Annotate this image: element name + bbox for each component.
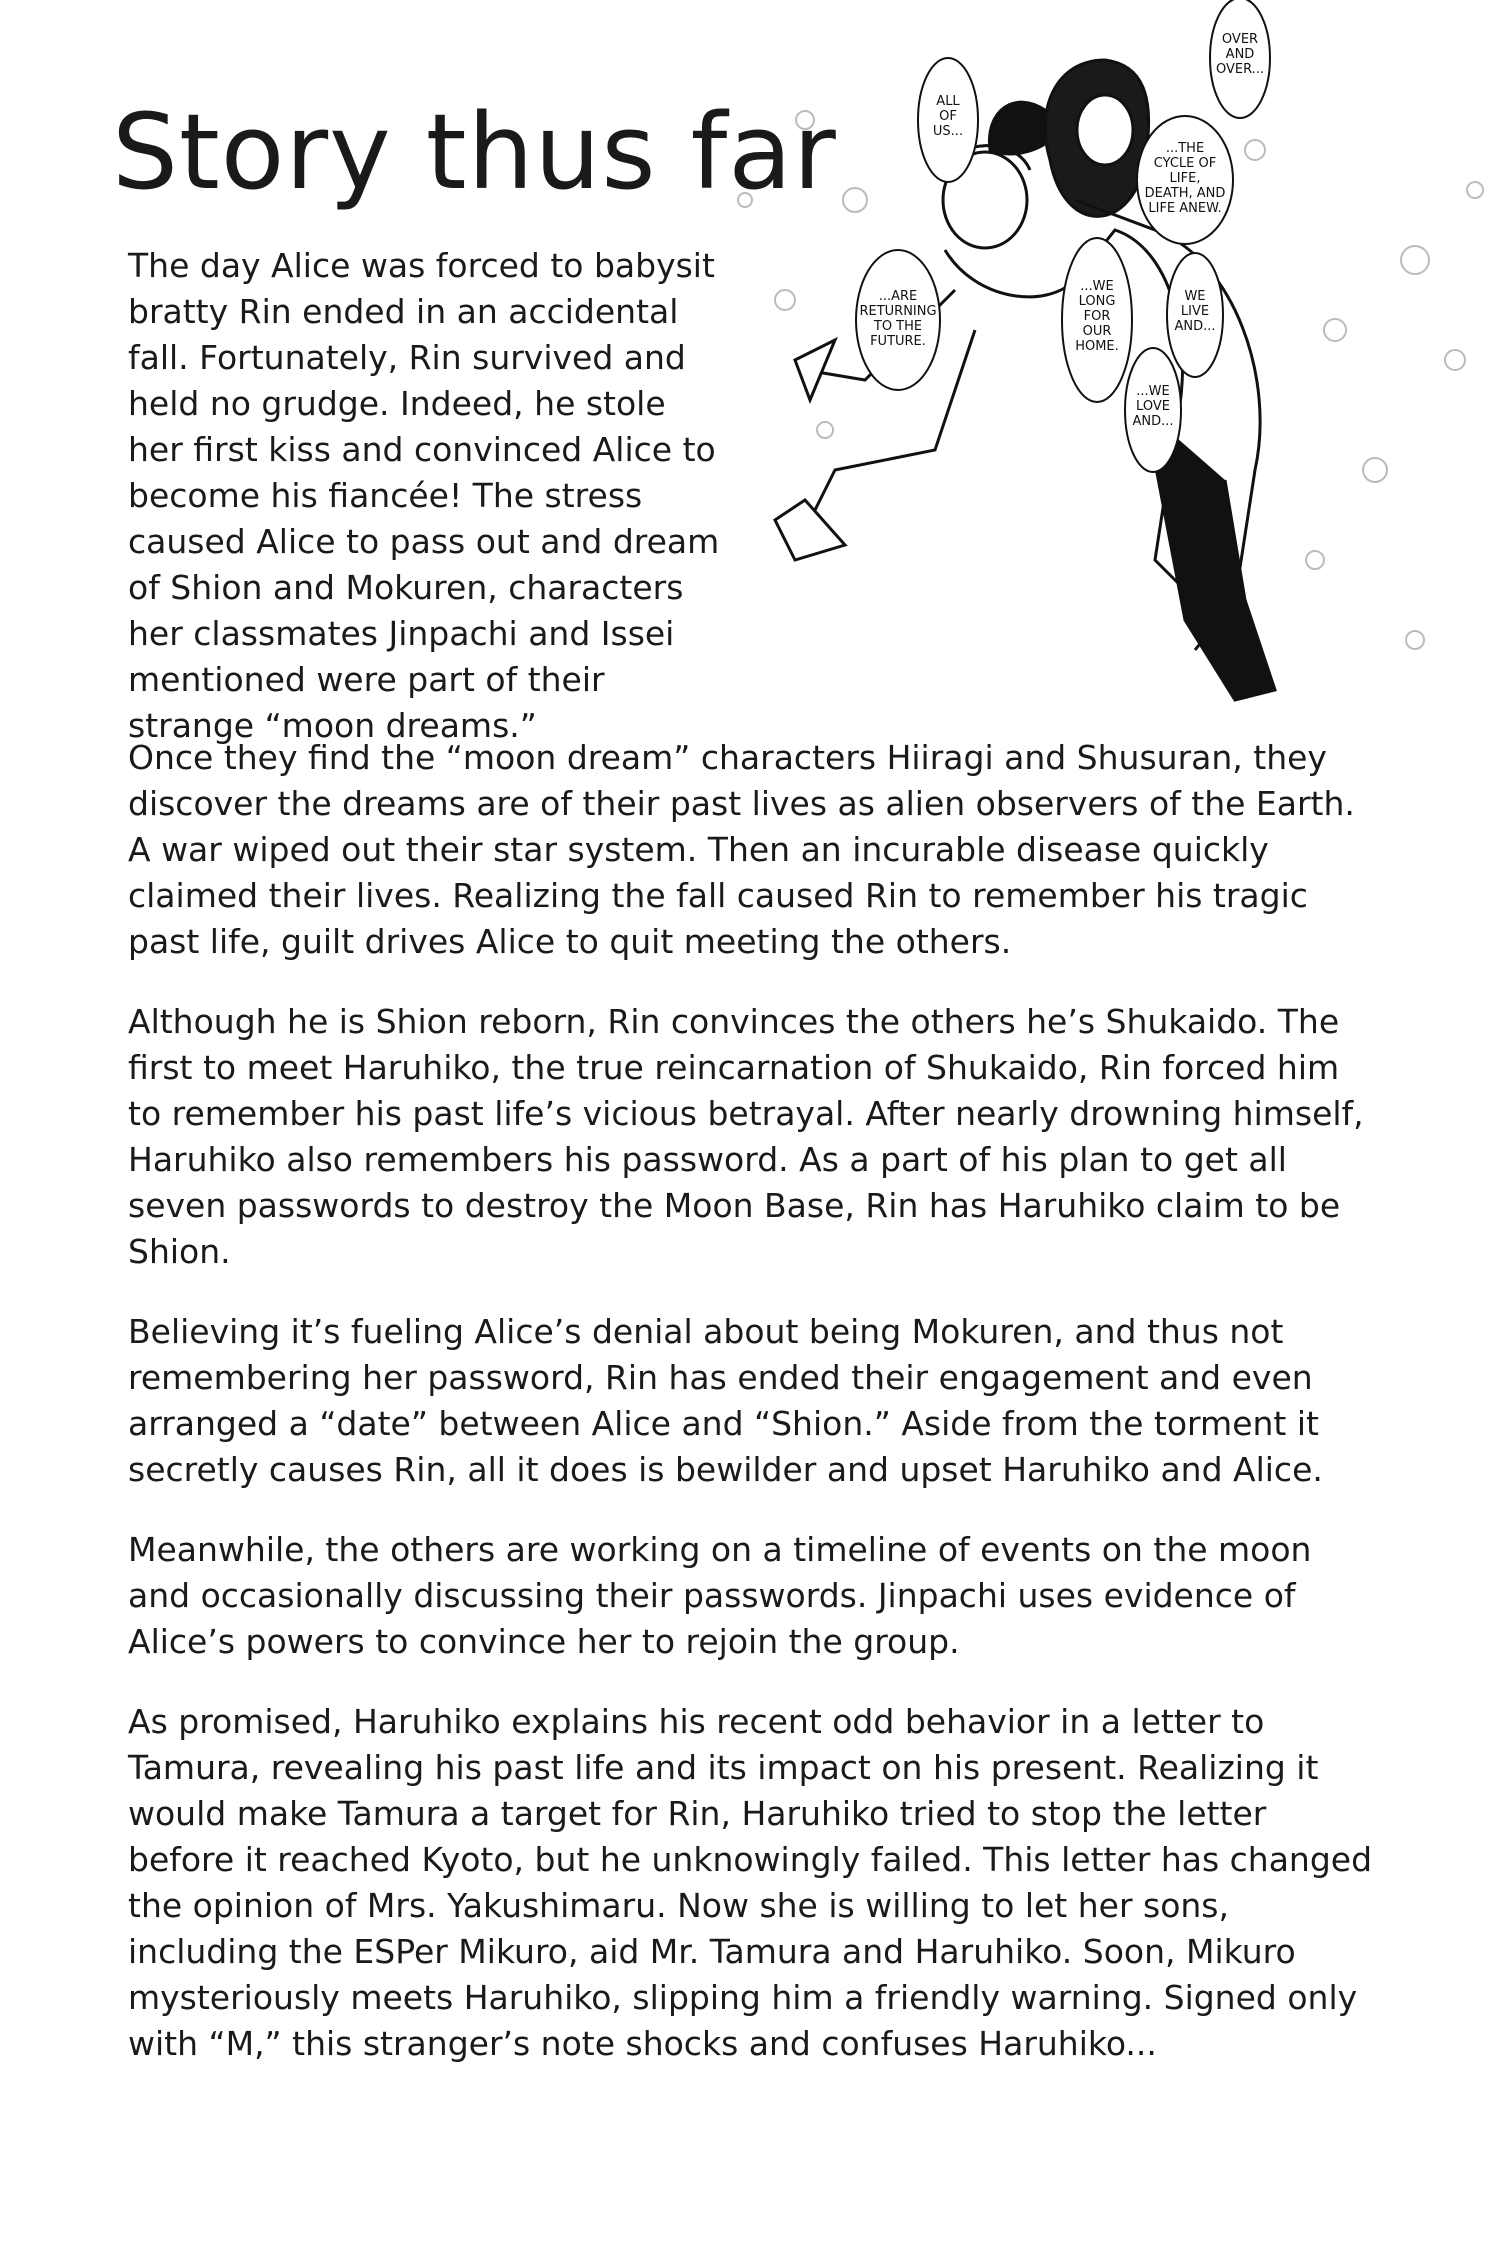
story-paragraph: Once they find the “moon dream” characters Hiiragi and Shusuran, they discover the dreams are of their past lives as alien observers of the Earth. A war wiped out their star system. Then an incurable disease quickly claimed their lives. Realizing the fall caused Rin to remember his tragic past life, guilt drives Alice to quit meeting the others. (128, 738, 1355, 961)
story-body (128, 735, 1378, 2101)
story-paragraph: Believing it’s fueling Alice’s denial about being Mokuren, and thus not remembering her password, Rin has ended their engagement and even arranged a “date” between Alice and “Shion.” Aside from the torment it secretly causes Rin, all it does is bewilder and upset Haruhiko and Alice. (128, 1312, 1323, 1489)
svg-text:...ARERETURNINGTO THEFUTURE.: ...ARE RETURNING TO THE FUTURE. (859, 289, 937, 349)
svg-text:...THECYCLE OFLIFE,DEATH, ANDL: ...THE CYCLE OF LIFE, DEATH, AND LIFE ANEW. (1144, 141, 1226, 216)
story-paragraph: Meanwhile, the others are working on a timeline of events on the moon and occasionally discussing their passwords. Jinpachi uses evidence of Alice’s powers to convince her to rejoin the group. (128, 1530, 1312, 1661)
story-paragraph: Although he is Shion reborn, Rin convinces the others he’s Shukaido. The first to meet Haruhiko, the true reincarnation of Shukaido, Rin forced him to remember his past life’s vicious betrayal. After nearly drowning himself, Haruhiko also remembers his password. As a part of his plan to get all seven passwords to destroy the Moon Base, Rin has Haruhiko claim to be Shion. (128, 1002, 1364, 1271)
svg-text:WELIVEAND...: WE LIVE AND... (1174, 289, 1216, 334)
bubble-line: ALL (936, 94, 960, 109)
svg-text:OVERANDOVER...: OVER AND OVER... (1215, 32, 1265, 77)
story-paragraph: As promised, Haruhiko explains his recent odd behavior in a letter to Tamura, revealing his past life and its impact on his present. Realizing it would make Tamura a target for Rin, Haruhiko tried to stop the letter before it reached Kyoto, but he unknowingly failed. This letter has changed the opinion of Mrs. Yakushimaru. Now she is willing to let her sons, including the ESPer Mikuro, aid Mr. Tamura and Haruhiko. Soon, Mikuro mysteriously meets Haruhiko, slipping him a friendly warning. Signed only with “M,” this stranger’s note shocks and confuses Haruhiko... (128, 1702, 1373, 2063)
intro-paragraph: The day Alice was forced to babysit bratty Rin ended in an accidental fall. Fortunately, Rin survived and held no grudge. Indeed, he stole her first kiss and convinced Alice to become his fiancée! The stress caused Alice to pass out and dream of Shion and Mokuren, characters her classmates Jinpachi and Issei mentioned were part of their strange “moon dreams.” (128, 246, 720, 745)
svg-text:ALLOFUS...: ALL OF US... (932, 94, 964, 139)
svg-text:...WELONGFOROURHOME.: ...WE LONG FOR OUR HOME. (1075, 279, 1119, 354)
svg-text:...WELOVEAND...: ...WE LOVE AND... (1132, 384, 1174, 429)
page-title: Story thus far (112, 91, 837, 213)
manga-illustration (715, 0, 1500, 730)
